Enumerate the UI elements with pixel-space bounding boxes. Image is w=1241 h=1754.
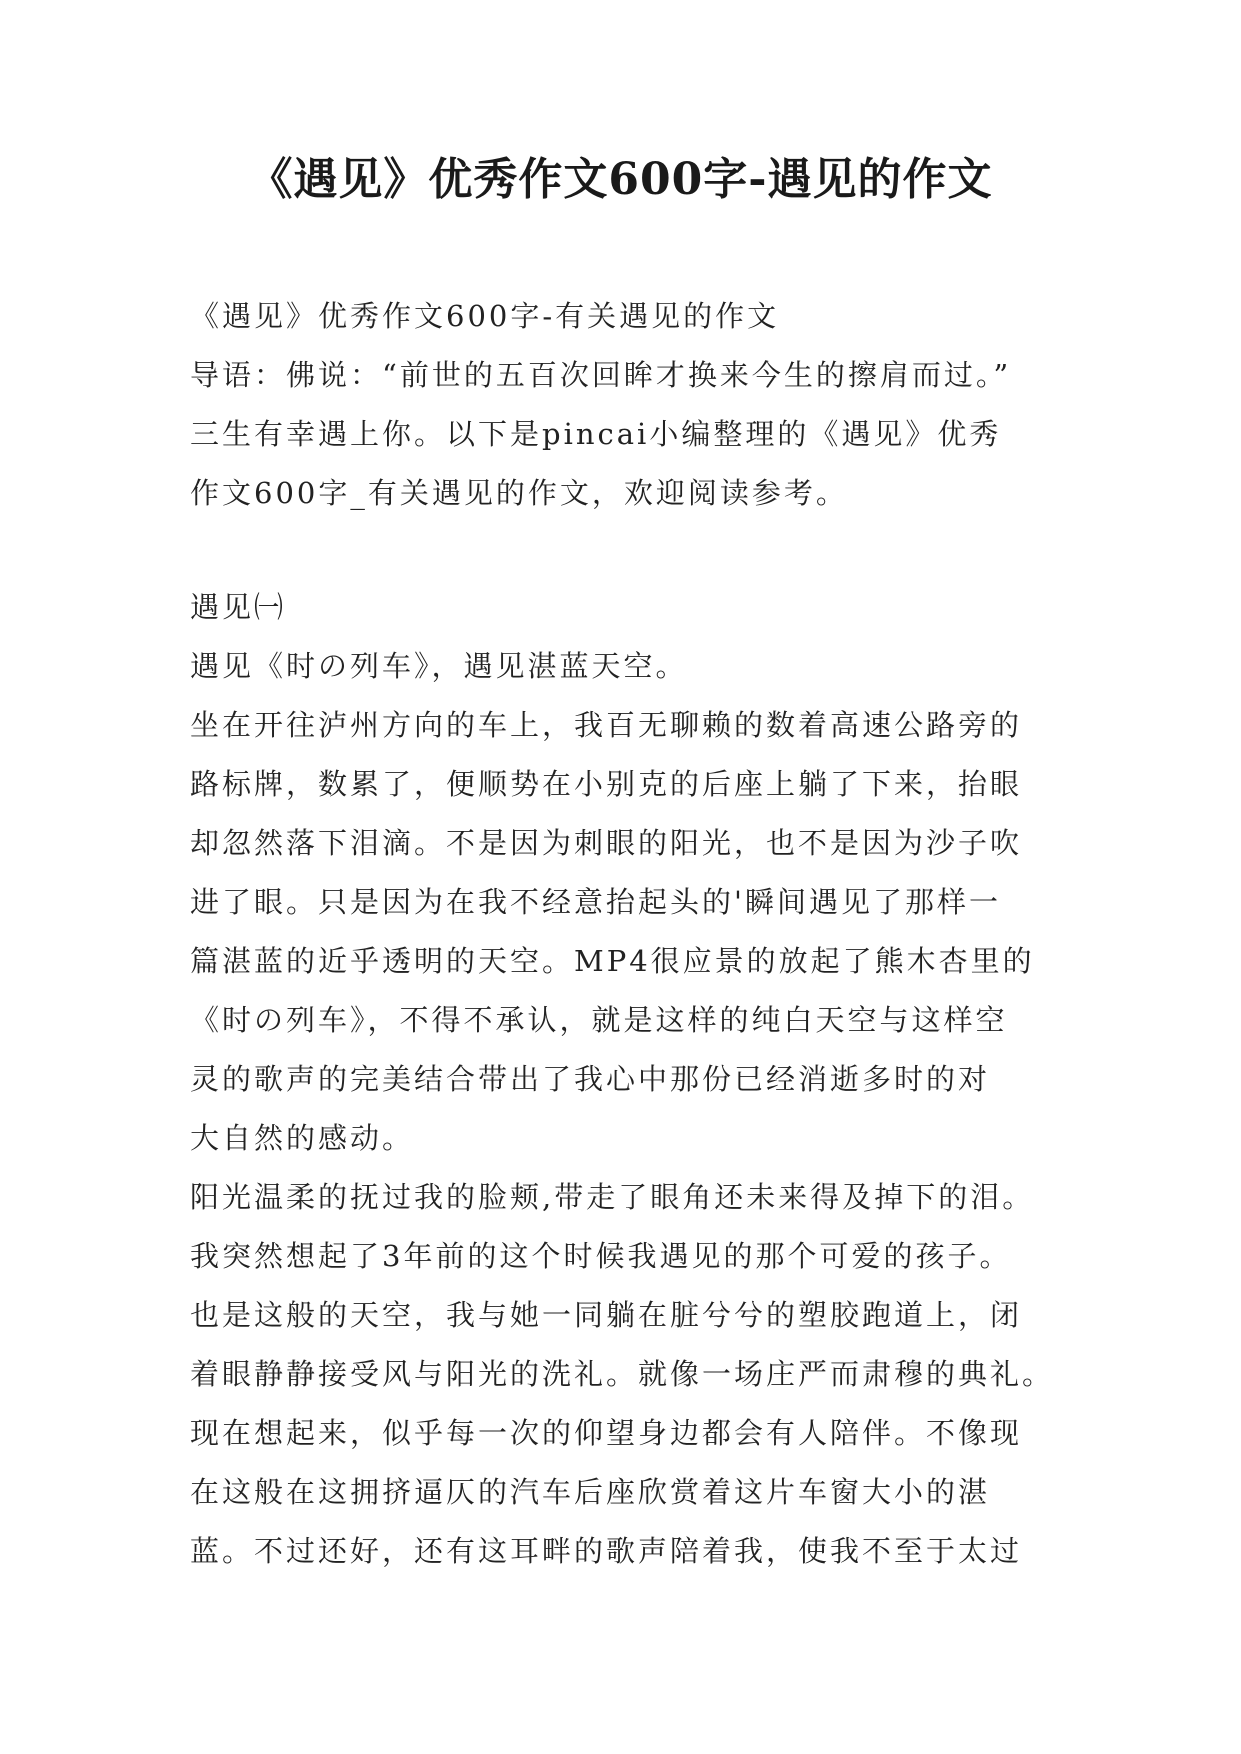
- body-line: 我突然想起了3年前的这个时候我遇见的那个可爱的孩子。: [190, 1239, 1012, 1273]
- intro-line: 导语：佛说：“前世的五百次回眸才换来今生的擦肩而过。”: [190, 358, 1012, 392]
- section-subtitle: 遇见《时の列车》，遇见湛蓝天空。: [190, 649, 688, 683]
- intro-line: 三生有幸遇上你。以下是pincai小编整理的《遇见》优秀: [190, 417, 1002, 451]
- body-line: 灵的歌声的完美结合带出了我心中那份已经消逝多时的对: [190, 1062, 991, 1096]
- body-line: 着眼静静接受风与阳光的洗礼。就像一场庄严而肃穆的典礼。: [190, 1357, 1055, 1391]
- intro-line: 《遇见》优秀作文600字-有关遇见的作文: [190, 299, 780, 333]
- body-line: 大自然的感动。: [190, 1121, 415, 1155]
- section-one: [190, 578, 1070, 1581]
- body-line: 蓝。不过还好，还有这耳畔的歌声陪着我，使我不至于太过: [190, 1534, 1023, 1568]
- body-line: 进了眼。只是因为在我不经意抬起头的'瞬间遇见了那样一: [190, 885, 1001, 919]
- body-line: 却忽然落下泪滴。不是因为刺眼的阳光，也不是因为沙子吹: [190, 826, 1023, 860]
- body-line: 阳光温柔的抚过我的脸颊,带走了眼角还未来得及掉下的泪。: [190, 1180, 1035, 1214]
- body-line: 现在想起来，似乎每一次的仰望身边都会有人陪伴。不像现: [190, 1416, 1023, 1450]
- body-line: 《时の列车》，不得不承认，就是这样的纯白天空与这样空: [190, 1003, 1008, 1037]
- body-line: 也是这般的天空，我与她一同躺在脏兮兮的塑胶跑道上，闭: [190, 1298, 1023, 1332]
- intro-line: 作文600字_有关遇见的作文，欢迎阅读参考。: [190, 476, 848, 510]
- document-title: 《遇见》优秀作文600字-遇见的作文: [248, 154, 993, 205]
- body-line: 在这般在这拥挤逼仄的汽车后座欣赏着这片车窗大小的湛: [190, 1475, 991, 1509]
- body-line: 路标牌，数累了，便顺势在小别克的后座上躺了下来，抬眼: [190, 767, 1023, 801]
- body-line: 坐在开往泸州方向的车上，我百无聊赖的数着高速公路旁的: [190, 708, 1023, 742]
- body-line: 篇湛蓝的近乎透明的天空。MP4很应景的放起了熊木杏里的: [190, 944, 1035, 978]
- intro-paragraph: [190, 287, 1070, 523]
- section-heading: 遇见㈠: [190, 590, 287, 624]
